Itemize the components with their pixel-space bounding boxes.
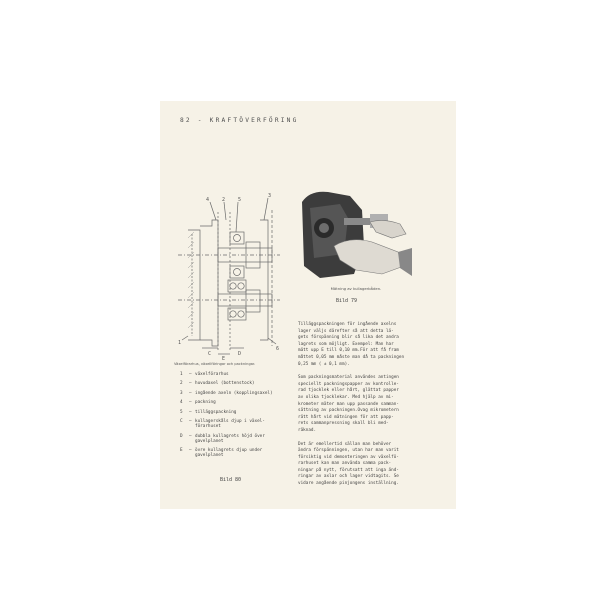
- diagram-caption: Växelförarhus, växellföringar och packningar.: [174, 362, 256, 366]
- gearbox-cross-section-diagram: [172, 190, 286, 360]
- callout-E: E: [222, 356, 226, 360]
- legend-key: E: [180, 448, 183, 454]
- body-line: Som packningsmaterial användes antingen: [298, 375, 399, 381]
- parts-legend: [180, 372, 290, 463]
- legend-item: [180, 434, 290, 444]
- body-line: rarhuset kan man använda samma pack-: [298, 461, 392, 467]
- legend-key: 1: [180, 372, 183, 377]
- legend-item: [180, 448, 290, 458]
- body-line: räknad.: [298, 427, 317, 433]
- body-line: gets förspänning blir så lika det andra: [298, 335, 399, 341]
- legend-item: [180, 372, 290, 377]
- legend-dash: –: [189, 400, 192, 406]
- legend-item: [180, 419, 290, 429]
- legend-text: dubbla kullagrets höjd över gavelplanet: [195, 433, 265, 444]
- legend-item: [180, 410, 290, 415]
- body-line: lager väljs därefter så att detta lä-: [298, 328, 394, 334]
- body-line: 0,25 mm ( ± 0,1 mm).: [298, 361, 350, 367]
- body-line: ändra förspänningen, utan har man varit: [298, 448, 399, 454]
- legend-dash: –: [189, 390, 192, 396]
- body-line: ningar på nytt, förutsatt att inga änd-: [298, 467, 399, 473]
- legend-dash: –: [189, 418, 192, 424]
- legend-item: [180, 391, 290, 396]
- body-line: försiktig vid demonteringen av växelfö-: [298, 454, 399, 460]
- body-paragraph: [298, 375, 418, 434]
- callout-5: 5: [238, 197, 242, 203]
- callout-6: 6: [276, 346, 280, 352]
- legend-text: kullagerskåls djup i växel-förarhuset: [195, 418, 265, 430]
- callout-3: 3: [268, 193, 272, 199]
- callout-C: C: [208, 351, 212, 357]
- callout-4: 4: [206, 197, 210, 203]
- body-line: speciellt packningspapper av kontrolle-: [298, 381, 399, 387]
- body-line: krometer mäter man upp passande samman-: [298, 401, 399, 407]
- body-line: Det är emellertid sällan man behöver: [298, 441, 392, 447]
- body-line: rad tjocklek eller hårt, glättat papper: [298, 388, 399, 394]
- legend-text: tilläggspackning: [195, 409, 237, 415]
- body-text: [298, 322, 418, 495]
- legend-item: [180, 381, 290, 386]
- body-line: lagrets som möjligt. Exempel: Man har: [298, 341, 394, 347]
- legend-dash: –: [189, 433, 192, 439]
- measurement-photo: [300, 188, 412, 282]
- legend-key: 4: [180, 400, 183, 406]
- legend-dash: –: [189, 409, 192, 415]
- legend-dash: –: [189, 381, 192, 387]
- page-number: 82: [180, 117, 192, 124]
- legend-key: 5: [180, 409, 183, 415]
- legend-key: 3: [180, 390, 183, 396]
- legend-dash: –: [189, 448, 192, 454]
- body-line: rätt hårt vid mätningen för att papp-: [298, 414, 394, 420]
- legend-text: huvudaxel (bottenstock): [195, 381, 255, 387]
- body-line: mätt upp E till 0,10 mm.För att få fram: [298, 348, 399, 354]
- callout-2: 2: [222, 197, 226, 203]
- body-line: vidare angående pinjongens inställning.: [298, 481, 399, 487]
- body-line: av olika tjocklekar. Med hjälp av mi-: [298, 394, 394, 400]
- photo-caption: Mätning av kullagerbåden.: [330, 286, 382, 291]
- callout-D: D: [238, 351, 242, 357]
- body-line: rets sammanpressning skall bli med-: [298, 421, 389, 427]
- chapter-title: - KRAFTÖVERFÖRING: [197, 117, 299, 124]
- body-paragraph: [298, 322, 418, 368]
- legend-dash: –: [189, 372, 192, 377]
- legend-item: [180, 400, 290, 405]
- figure-label-bild-79: Bild 79: [336, 298, 358, 304]
- legend-text: packning: [195, 400, 216, 406]
- legend-key: D: [180, 433, 183, 439]
- body-line: Tilläggspackningen för ingående axelns: [298, 322, 397, 327]
- legend-text: ingående axeln (kopplingsaxel): [195, 390, 273, 396]
- body-line: sättning av packningen.Ovag mikrometern: [298, 408, 399, 414]
- page-header: [180, 117, 299, 124]
- body-line: ringar av axlar och lager vidtagits. Se: [298, 474, 399, 480]
- legend-text: övre kullagrets djup under gavelplanet: [195, 448, 263, 459]
- legend-text: växelförarhus: [195, 372, 229, 377]
- legend-key: C: [180, 418, 183, 424]
- body-line: måttet 0,05 mm måste man då ta packningen: [298, 354, 405, 360]
- callout-1: 1: [178, 340, 182, 346]
- legend-key: 2: [180, 381, 183, 387]
- body-paragraph: [298, 442, 418, 488]
- figure-label-bild-80: Bild 80: [220, 477, 242, 483]
